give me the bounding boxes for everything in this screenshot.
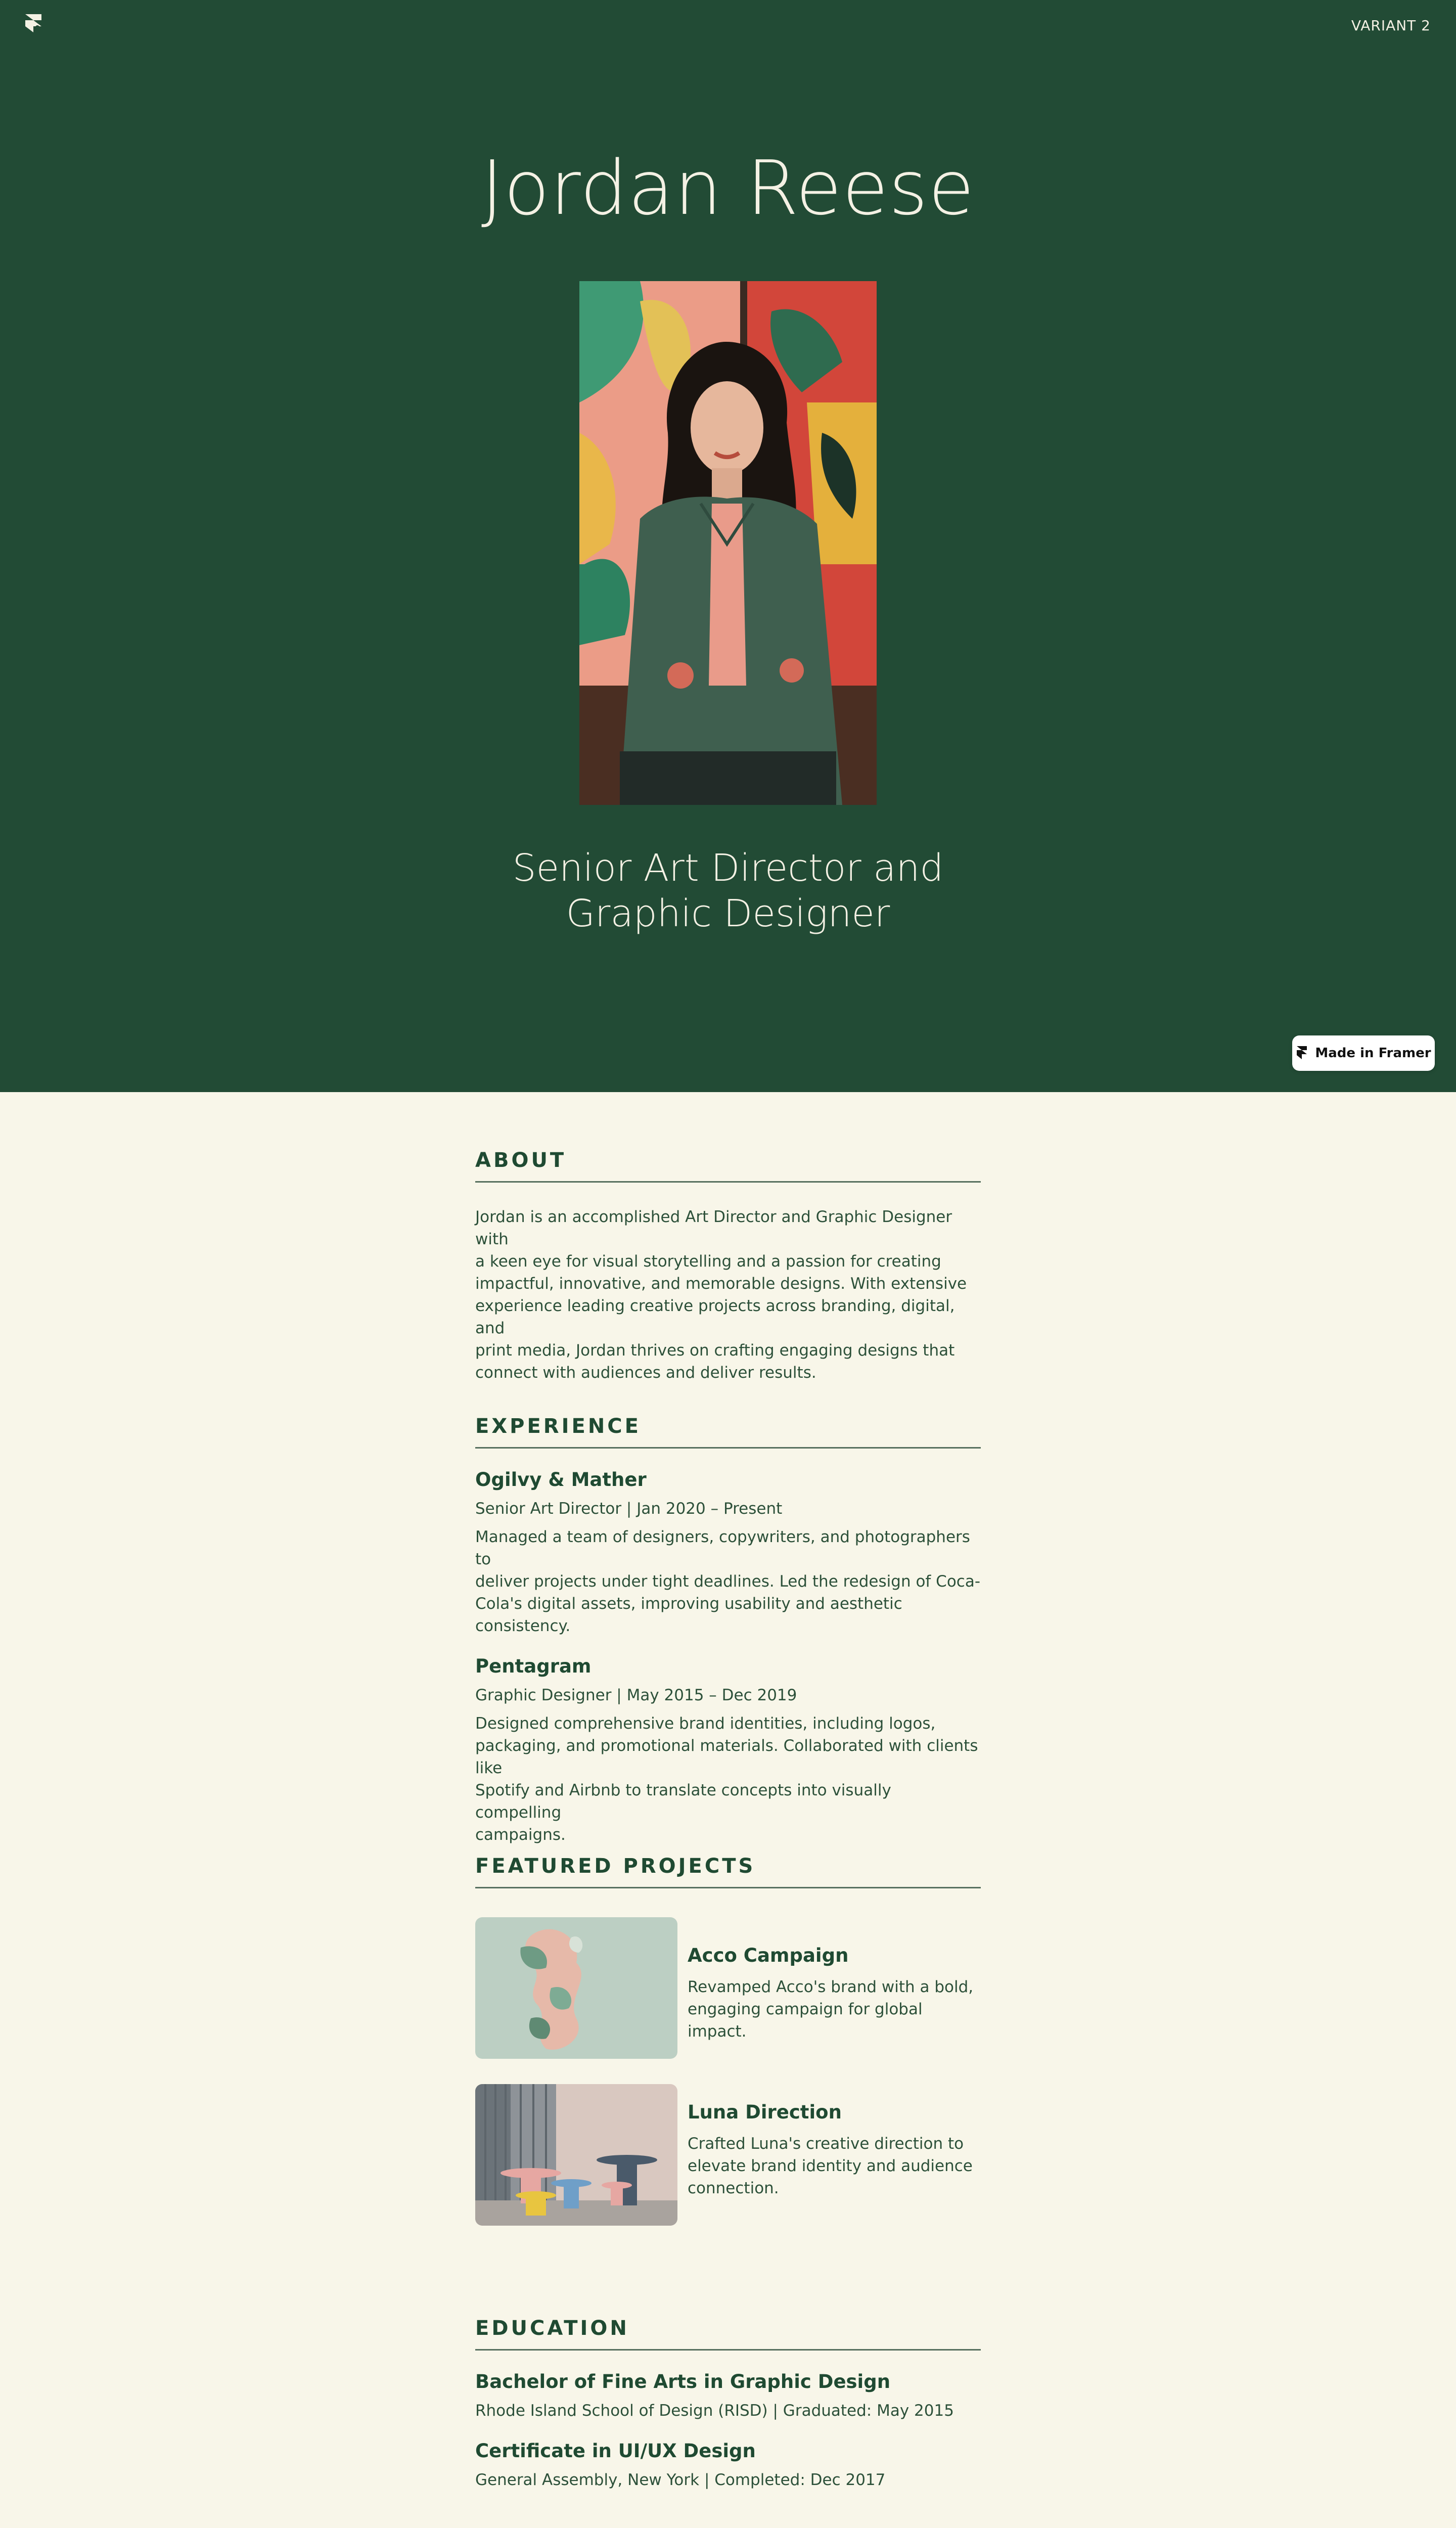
project-thumbnail[interactable] xyxy=(475,1917,677,2059)
variant-link[interactable]: VARIANT 2 xyxy=(1351,17,1431,34)
job-description-line: campaigns. xyxy=(475,1826,566,1844)
about-line: experience leading creative projects across branding, digital, and xyxy=(475,1297,955,1337)
job-description-line: packaging, and promotional materials. Collaborated with clients like xyxy=(475,1737,978,1777)
about-line: connect with audiences and deliver results. xyxy=(475,1364,816,1382)
project-description-line: Revamped Acco's brand with a bold, xyxy=(688,1978,974,1996)
job-company: Pentagram xyxy=(475,1655,592,1677)
job-description-line: Managed a team of designers, copywriters, and photographers to xyxy=(475,1528,970,1568)
about-heading: ABOUT xyxy=(475,1149,981,1183)
job-description-line: Spotify and Airbnb to translate concepts into visually compelling xyxy=(475,1781,891,1822)
portrait-image xyxy=(579,281,877,805)
job-description-line: deliver projects under tight deadlines. Led the redesign of Coca- xyxy=(475,1572,981,1591)
hero-role xyxy=(0,845,1456,936)
hero-name: Jordan Reese xyxy=(481,145,975,232)
project-description-line: Crafted Luna's creative direction to xyxy=(688,2135,964,2153)
projects-section xyxy=(475,1855,981,2229)
made-in-framer-label: Made in Framer xyxy=(1315,1046,1431,1061)
education-meta: General Assembly, New York | Completed: Dec 2017 xyxy=(475,2471,886,2489)
framer-icon xyxy=(1296,1046,1308,1060)
about-line: impactful, innovative, and memorable designs. With extensive xyxy=(475,1275,967,1293)
project-description-line: elevate brand identity and audience xyxy=(688,2157,973,2175)
about-text xyxy=(475,1206,981,1384)
project-description-line: connection. xyxy=(688,2179,779,2197)
project-card[interactable] xyxy=(475,2084,981,2226)
job-description-line: Designed comprehensive brand identities, including logos, xyxy=(475,1714,936,1733)
hero-role-line-2: Graphic Designer xyxy=(566,892,890,935)
project-title[interactable]: Luna Direction xyxy=(688,2101,842,2123)
job-entry xyxy=(475,1469,981,1637)
job-entry xyxy=(475,1655,981,1846)
hero-role-line-1: Senior Art Director and xyxy=(512,846,944,890)
project-title[interactable]: Acco Campaign xyxy=(688,1945,849,1966)
made-in-framer-badge[interactable] xyxy=(1292,1035,1435,1071)
job-meta: Senior Art Director | Jan 2020 – Present xyxy=(475,1500,783,1518)
projects-heading: FEATURED PROJECTS xyxy=(475,1855,981,1888)
job-meta: Graphic Designer | May 2015 – Dec 2019 xyxy=(475,1686,797,1704)
project-thumbnail[interactable] xyxy=(475,2084,677,2226)
project-description xyxy=(688,2133,981,2199)
experience-section xyxy=(475,1415,981,1846)
about-section xyxy=(475,1149,981,1384)
education-heading: EDUCATION xyxy=(475,2317,981,2351)
job-description-line: Cola's digital assets, improving usability and aesthetic consistency. xyxy=(475,1595,902,1635)
project-description-line: engaging campaign for global impact. xyxy=(688,2000,923,2041)
about-line: print media, Jordan thrives on crafting engaging designs that xyxy=(475,1341,955,1360)
about-line: Jordan is an accomplished Art Director and Graphic Designer with xyxy=(475,1208,952,1248)
education-entry xyxy=(475,2371,981,2420)
experience-heading: EXPERIENCE xyxy=(475,1415,981,1449)
project-description xyxy=(688,1976,981,2043)
education-degree: Bachelor of Fine Arts in Graphic Design xyxy=(475,2371,891,2392)
education-degree: Certificate in UI/UX Design xyxy=(475,2440,756,2462)
job-company: Ogilvy & Mather xyxy=(475,1469,647,1491)
education-entry xyxy=(475,2440,981,2489)
education-meta: Rhode Island School of Design (RISD) | Graduated: May 2015 xyxy=(475,2402,954,2420)
project-card[interactable] xyxy=(475,1917,981,2059)
framer-logo-icon[interactable] xyxy=(22,12,44,34)
about-line: a keen eye for visual storytelling and a passion for creating xyxy=(475,1252,941,1271)
hero-section xyxy=(0,0,1456,1092)
education-section xyxy=(475,2317,981,2489)
